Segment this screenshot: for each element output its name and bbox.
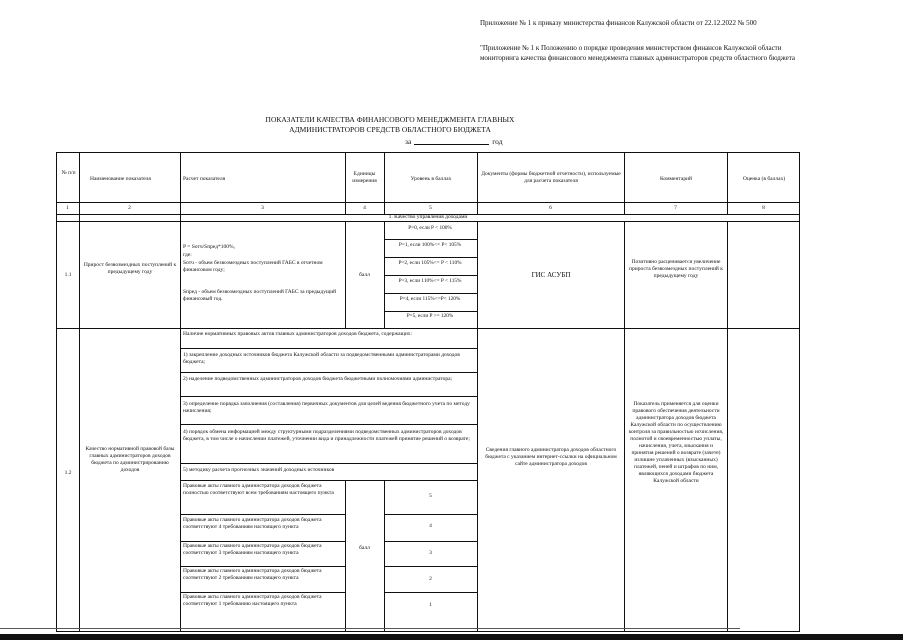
grade-divider	[384, 514, 477, 515]
calc-formula: P = Sотч/Sпред*100%,	[183, 244, 236, 250]
level-divider	[384, 275, 477, 276]
grade-divider	[180, 592, 345, 593]
calc-spred: Sпред - объем безвозмездных поступлений ГАБС за предыдущий финансовый год.	[183, 289, 337, 302]
level-item: P=1, если 100%<= P< 105%	[398, 242, 462, 248]
level-item: P=3, если 110%<= P < 115%	[398, 278, 462, 284]
level-divider	[384, 293, 477, 294]
header-calc: Расчет показателя	[183, 176, 226, 182]
requirement-divider	[180, 372, 477, 373]
col-divider	[345, 480, 346, 632]
period-blank	[414, 144, 489, 145]
grade-score: 2	[429, 576, 432, 582]
grade-text: Правовые акты главного администратора доходов бюджета соответствуют 4 требованиям настоящего пункта	[183, 517, 322, 530]
col-number: 1	[66, 205, 69, 211]
requirement-divider	[180, 348, 477, 349]
grade-divider	[180, 541, 345, 542]
col-number: 2	[128, 205, 131, 211]
requirement-divider	[180, 480, 477, 481]
header-name: Наименование показателя	[90, 176, 151, 182]
level-divider	[384, 257, 477, 258]
requirement-item: 1) закрепление доходных источников бюджета Калужской области за подведомственными администраторами доходов бюджета;	[183, 352, 460, 365]
requirement-divider	[180, 463, 477, 464]
calc-where: где:	[183, 252, 192, 258]
indicator-name: Качество нормативной правовой базы главных администраторов доходов бюджета по администрированию доходов	[85, 446, 175, 473]
indicators-table	[56, 152, 800, 632]
col-divider	[477, 221, 478, 632]
level-divider	[384, 311, 477, 312]
col-number: 3	[261, 205, 264, 211]
grade-divider	[384, 541, 477, 542]
requirement-item: 5) методику расчета прогнозных значений доходных источников	[183, 467, 335, 473]
requirement-item: 3) определение порядка заполнения (составления) первичных документов для целей ведения бюджетного учета по методу начисления;	[183, 401, 470, 414]
grade-text: Правовые акты главного администратора доходов бюджета соответствуют 3 требованиям настоящего пункта	[183, 543, 322, 556]
requirement-item: 4) порядок обмена информацией между структурными подразделениями подведомственных администраторов доходов бюджета, в том числе о начислении платежей, уточнении вида и принадлежности платежей принятие решений о возврате;	[183, 429, 470, 442]
level-item: P=0, если P < 100%	[408, 225, 452, 231]
header-comment: Комментарий	[660, 176, 692, 182]
grade-text: Правовые акты главного администратора доходов бюджета соответствуют 2 требованиям настоящего пункта	[183, 568, 322, 581]
indicator-name: Прирост безвозмездных поступлений к предыдущему году	[83, 262, 177, 275]
col-number: 4	[363, 205, 366, 211]
col-divider	[727, 221, 728, 632]
row-number: 1.1	[64, 272, 72, 278]
level-item: P=4, если 115%<=P< 120%	[399, 296, 461, 302]
level-divider	[384, 239, 477, 240]
row-divider	[56, 202, 800, 203]
period-za: за	[405, 137, 412, 146]
period-line	[405, 137, 503, 146]
grade-score: 3	[429, 550, 432, 556]
requirement-divider	[180, 424, 477, 425]
level-item: P=5, если P >= 120%	[406, 313, 454, 319]
grade-score: 5	[429, 493, 432, 499]
col-number: 7	[674, 205, 677, 211]
col-divider	[180, 152, 181, 632]
requirement-divider	[180, 396, 477, 397]
col-number: 6	[549, 205, 552, 211]
grade-score: 4	[429, 523, 432, 529]
row-number: 1.2	[64, 470, 72, 476]
scan-edge-bar	[0, 634, 903, 640]
col-divider	[624, 221, 625, 632]
scan-edge-line	[0, 628, 740, 629]
col-divider	[79, 152, 80, 632]
header-level: Уровень в баллах	[410, 176, 452, 182]
col-number: 8	[762, 205, 765, 211]
row-divider	[56, 221, 800, 222]
grade-divider	[180, 514, 345, 515]
docs-value: ГИС АСУБП	[531, 272, 571, 279]
docs-value: Сведения главного администратора доходов областного бюджета с указанием интернет-ссылки на официальном сайте администратора доходов	[485, 447, 617, 467]
header-score: Оценка (в баллах)	[742, 176, 786, 182]
comment-value: Показатель применяется для оценки правового обеспечения деятельности администратора доходов бюджета Калужской области по осуществлению контроля за правильностью исчисления, полнотой и своевременностью уплаты, начисления, учета, взыскания и принятия решений о возврате (зачете) излишне уплаченных (взысканных) платежей, пеней и штрафов по ним, являющихся доходами бюджета Калужской области	[628, 401, 724, 484]
comment-value: Позитивно расценивается увеличение прироста безвозмездных поступлений к предыдущему году	[629, 259, 723, 279]
grade-text: Правовые акты главного администратора доходов бюджета соответствуют 1 требованию настоящего пункта	[183, 594, 322, 607]
requirement-item: 2) наделение подведомственных администраторов доходов бюджета бюджетными полномочиями администратора;	[183, 376, 453, 382]
header-unit: Единицы измерения	[352, 171, 377, 184]
grade-divider	[384, 592, 477, 593]
section-title: 1. Качество управления доходами	[388, 214, 468, 220]
header-num: № п/п	[61, 170, 76, 176]
unit-value: балл	[359, 545, 370, 551]
order-reference: Приложение № 1 к приказу министерства финансов Калужской области от 22.12.2022 № 500	[480, 19, 757, 27]
grade-divider	[180, 566, 345, 567]
col-number: 5	[429, 205, 432, 211]
grade-divider	[384, 566, 477, 567]
period-god: год	[492, 137, 503, 146]
regulation-reference: "Приложение № 1 к Положению о порядке проведения министерством финансов Калужской области мониторинга качества финансового менеджмента главных администраторов средств областного бюджета	[480, 44, 795, 62]
calc-sotch: Sотч - объем безвозмездных поступлений ГАБС в отчетном финансовом году;	[183, 260, 323, 273]
grade-text: Правовые акты главного администратора доходов бюджета полностью соответствуют всем требованиям настоящего пункта	[183, 483, 334, 496]
unit-value: балл	[359, 272, 370, 278]
grade-score: 1	[429, 602, 432, 608]
header-docs: Документы (формы бюджетной отчетности), используемые для расчета показателя	[481, 171, 621, 184]
row-divider	[56, 328, 800, 329]
document-title: ПОКАЗАТЕЛИ КАЧЕСТВА ФИНАНСОВОГО МЕНЕДЖМЕНТА ГЛАВНЫХ АДМИНИСТРАТОРОВ СРЕДСТВ ОБЛАСТНОГО БЮДЖЕТА	[265, 115, 515, 134]
requirements-intro: Наличие нормативных правовых актов главных администраторов доходов бюджета, содержащих:	[183, 331, 413, 337]
level-item: P=2, если 105%<= P < 110%	[398, 260, 462, 266]
